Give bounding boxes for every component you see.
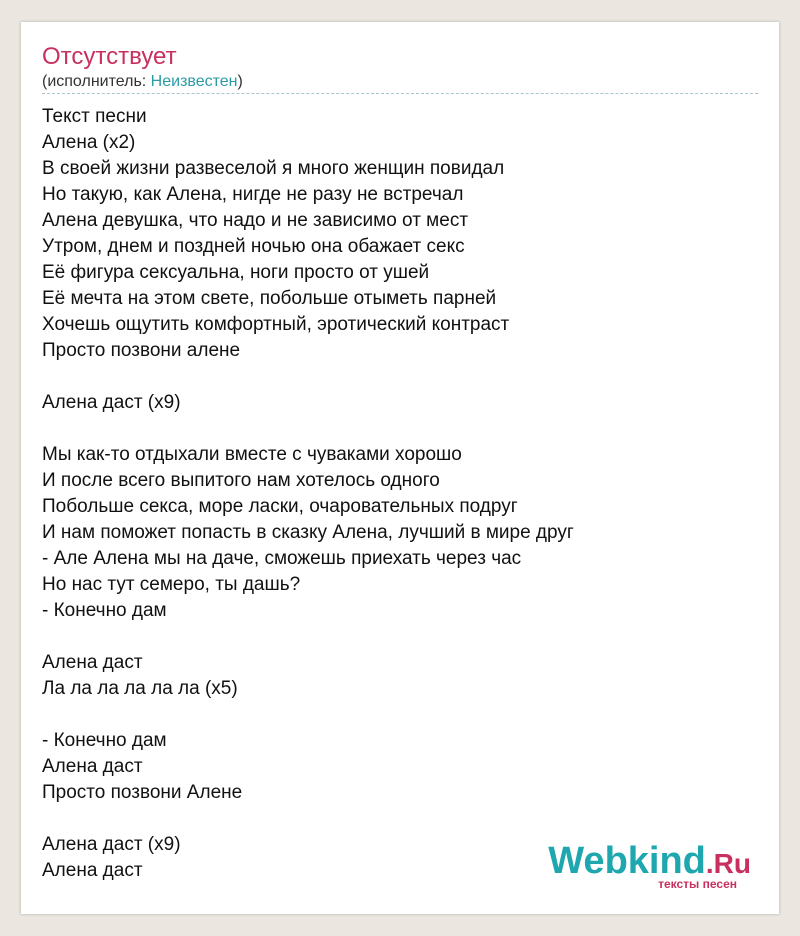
lyric-line: Просто позвони Алене — [42, 782, 243, 803]
lyric-line: В своей жизни развеселой я много женщин повидал — [42, 158, 505, 179]
lyric-line — [42, 416, 574, 442]
artist-line — [42, 72, 243, 92]
lyric-line: - Конечно дам — [42, 730, 167, 751]
lyric-line: Алена (х2) — [42, 132, 136, 153]
lyric-line: И нам поможет попасть в сказку Алена, лучший в мире друг — [42, 522, 574, 543]
lyric-line: Алена девушка, что надо и не зависимо от мест — [42, 210, 469, 231]
lyric-line: - Конечно дам — [42, 600, 167, 621]
lyric-line: - Але Алена мы на даче, сможешь приехать через час — [42, 548, 522, 569]
lyric-line: Её мечта на этом свете, побольше отыметь парней — [42, 288, 497, 309]
lyric-line: Просто позвони алене — [42, 340, 241, 361]
site-logo[interactable] — [548, 840, 751, 891]
lyrics-card — [21, 22, 779, 914]
song-title: Отсутствует — [42, 43, 177, 70]
lyric-line: Алена даст — [42, 860, 143, 881]
lyric-line: Утром, днем и поздней ночью она обажает секс — [42, 236, 465, 257]
lyric-line: Но нас тут семеро, ты дашь? — [42, 574, 301, 595]
lyric-line — [42, 364, 574, 390]
lyrics-text — [42, 104, 574, 884]
lyric-line: Мы как-то отдыхали вместе с чуваками хорошо — [42, 444, 462, 465]
logo-tld: .Ru — [705, 848, 751, 879]
lyric-line: Текст песни — [42, 106, 147, 127]
artist-prefix: (исполнитель: — [42, 73, 151, 90]
lyric-line: Но такую, как Алена, нигде не разу не встречал — [42, 184, 464, 205]
lyric-line: Её фигура сексуальна, ноги просто от ушей — [42, 262, 430, 283]
logo-name: Webkind — [548, 840, 706, 882]
lyric-line: Алена даст — [42, 756, 143, 777]
lyric-line: Побольше секса, море ласки, очаровательных подруг — [42, 496, 518, 517]
lyric-line: Алена даст (х9) — [42, 834, 181, 855]
artist-suffix: ) — [237, 73, 243, 90]
lyric-line: Ла ла ла ла ла ла (х5) — [42, 678, 238, 699]
artist-link[interactable]: Неизвестен — [150, 73, 238, 90]
title-divider — [42, 93, 758, 94]
lyric-line — [42, 702, 574, 728]
lyric-line — [42, 624, 574, 650]
lyric-line: Хочешь ощутить комфортный, эротический контраст — [42, 314, 510, 335]
lyric-line: И после всего выпитого нам хотелось одного — [42, 470, 440, 491]
logo-tagline: тексты песен — [658, 877, 737, 891]
lyric-line — [42, 806, 574, 832]
lyric-line: Алена даст (х9) — [42, 392, 181, 413]
lyric-line: Алена даст — [42, 652, 143, 673]
